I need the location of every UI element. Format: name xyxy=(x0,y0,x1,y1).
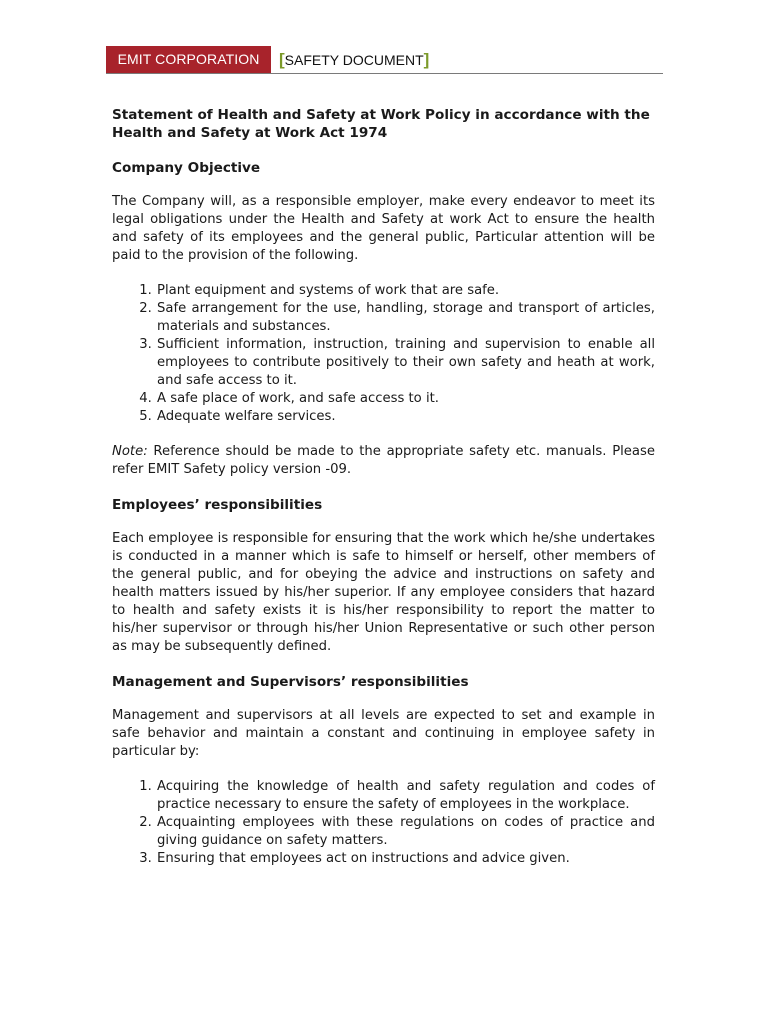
section-heading-company-objective: Company Objective xyxy=(112,160,261,176)
list-item: 5. Adequate welfare services. xyxy=(156,408,655,426)
document-title: Statement of Health and Safety at Work Policy in accordance with the Health and Safety at Work Act 1974 xyxy=(112,107,650,141)
employees-responsibilities-body: Each employee is responsible for ensuring that the work which he/she undertakes is conducted in a manner which is safe to himself or herself, other members of the general public, and for obeying the advice and instructions on safety and health matters issued by his/her superior. If any employee considers that hazard to health and safety exists it is his/her responsibility to report the matter to his/her supervisor or through his/her Union Representative or such other person as may be subsequently defined. xyxy=(112,531,655,654)
note-paragraph xyxy=(112,443,655,479)
company-objective-intro: The Company will, as a responsible employer, make every endeavor to meet its legal obligations under the Health and Safety at work Act to ensure the health and safety of its employees and the general public, Particular attention will be paid to the provision of the following. xyxy=(112,194,655,263)
document-body xyxy=(112,106,655,885)
management-responsibilities-list xyxy=(112,778,655,868)
document-header xyxy=(106,46,663,74)
company-objective-list xyxy=(112,282,655,426)
note-text: Reference should be made to the appropriate safety etc. manuals. Please refer EMIT Safety policy version -09. xyxy=(112,444,655,477)
list-item: 1. Acquiring the knowledge of health and safety regulation and codes of practice necessary to ensure the safety of employees in the workplace. xyxy=(156,778,655,814)
bracket-open: [ xyxy=(279,50,285,69)
document-type-label xyxy=(279,46,429,73)
bracket-close: ] xyxy=(423,50,430,69)
list-item: 4. A safe place of work, and safe access to it. xyxy=(156,390,655,408)
company-name-banner: EMIT CORPORATION xyxy=(106,46,271,73)
list-item: 1. Plant equipment and systems of work that are safe. xyxy=(156,282,655,300)
management-responsibilities-intro: Management and supervisors at all levels are expected to set and example in safe behavior and maintain a constant and continuing in employee safety in particular by: xyxy=(112,708,655,759)
document-type-text: SAFETY DOCUMENT xyxy=(284,52,424,68)
list-item: 3. Ensuring that employees act on instructions and advice given. xyxy=(156,850,655,868)
note-label: Note: xyxy=(112,444,148,459)
list-item: 2. Acquainting employees with these regulations on codes of practice and giving guidance on safety matters. xyxy=(156,814,655,850)
section-heading-employees-responsibilities: Employees’ responsibilities xyxy=(112,497,323,513)
list-item: 2. Safe arrangement for the use, handling, storage and transport of articles, materials and substances. xyxy=(156,300,655,336)
list-item: 3. Sufficient information, instruction, training and supervision to enable all employees to contribute positively to their own safety and heath at work, and safe access to it. xyxy=(156,336,655,390)
section-heading-management-responsibilities: Management and Supervisors’ responsibilities xyxy=(112,674,469,690)
